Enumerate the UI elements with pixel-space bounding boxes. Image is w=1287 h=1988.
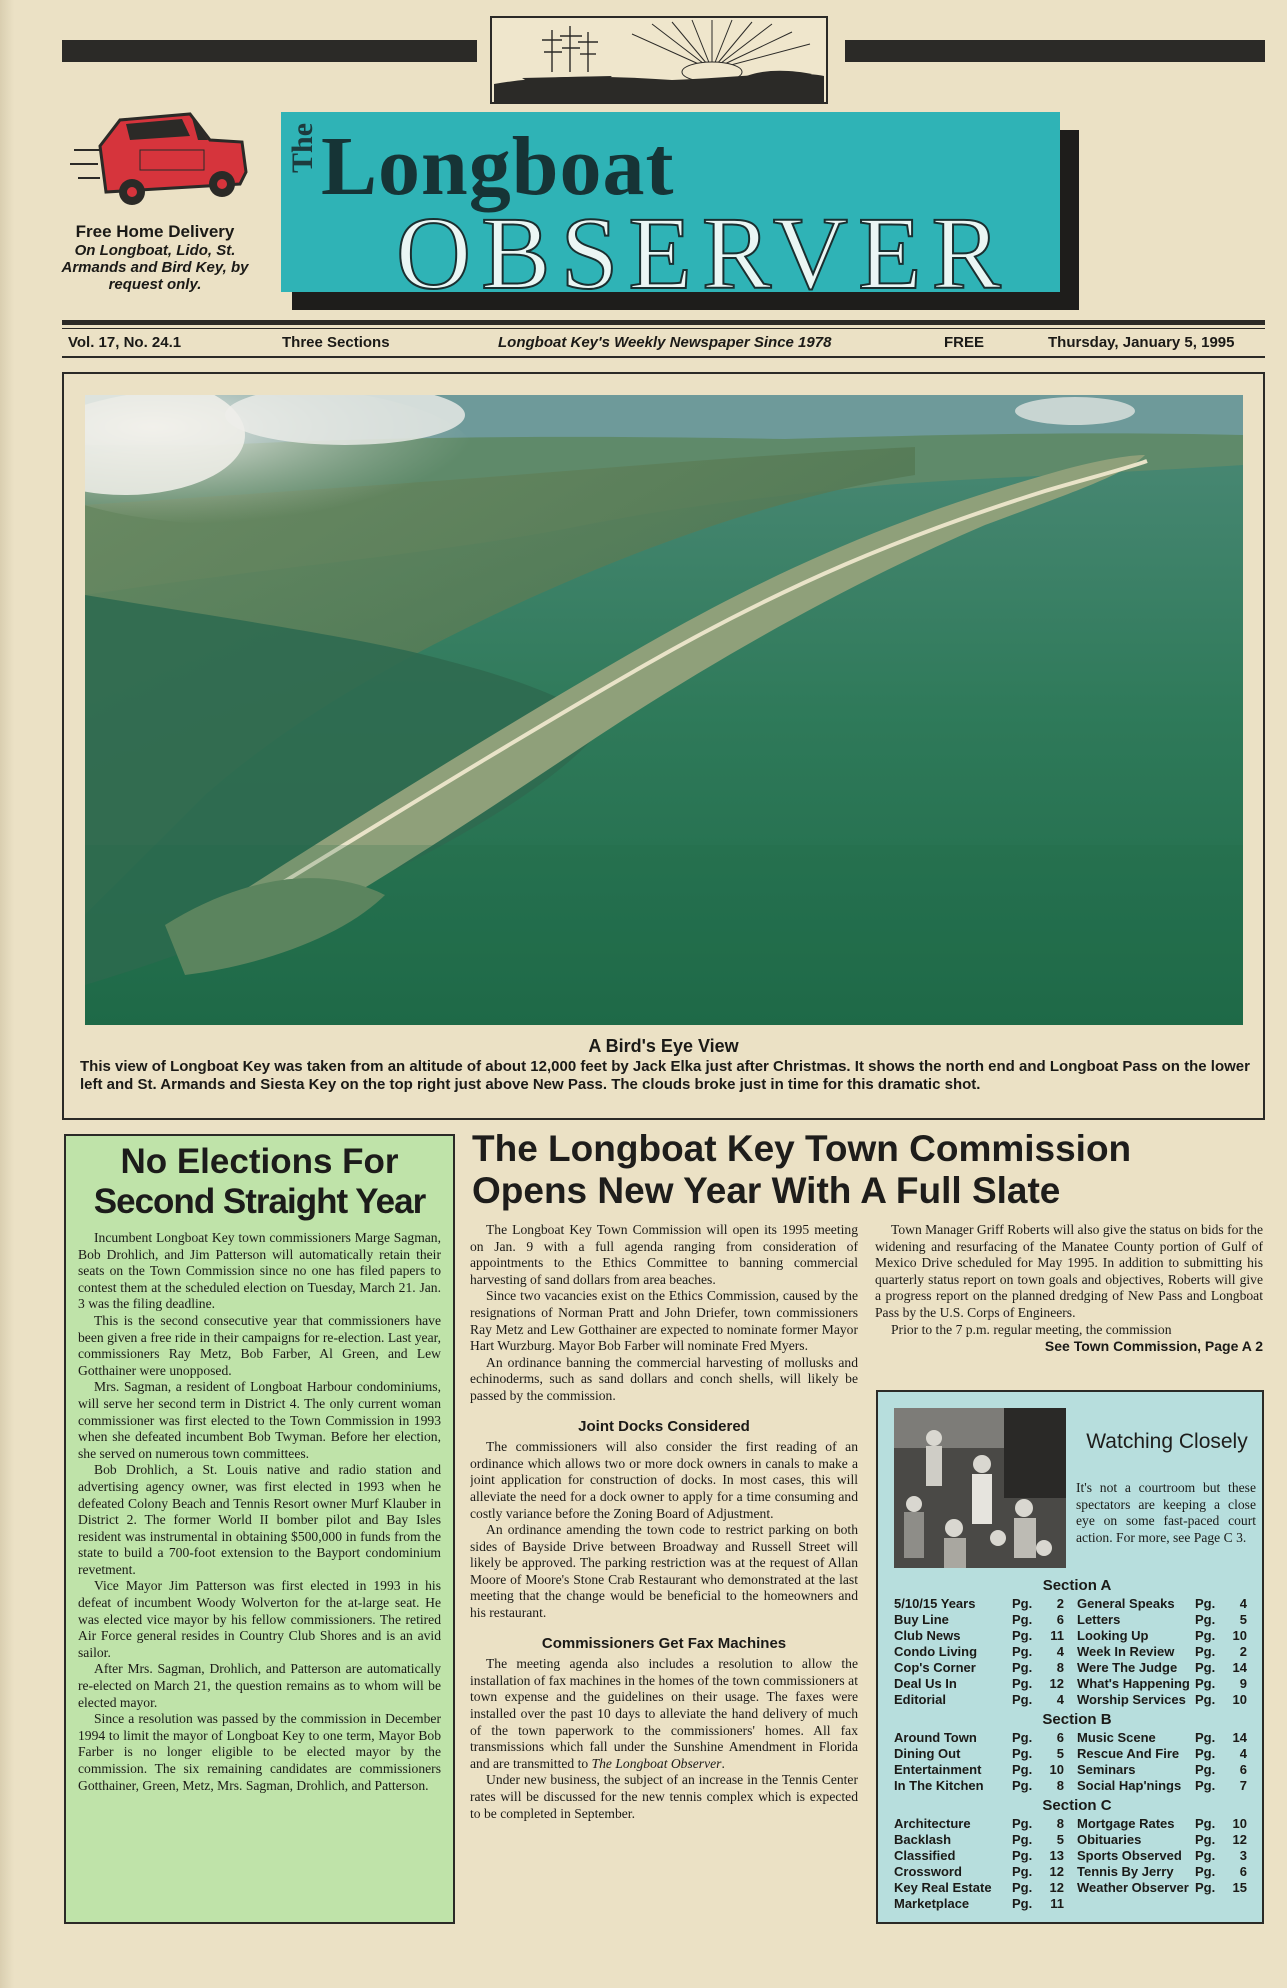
index-entry[interactable]: Backlash Pg. 5 xyxy=(894,1832,1064,1847)
sidebar-body xyxy=(66,1222,453,1794)
sidebar-headline-line2: Second Straight Year xyxy=(93,1182,426,1221)
index-entry[interactable]: Social Hap'nings Pg. 7 xyxy=(1077,1778,1247,1793)
sidebar-article-elections xyxy=(64,1134,455,1924)
index-entry[interactable]: Week In Review Pg. 2 xyxy=(1077,1644,1247,1659)
index-column-left xyxy=(894,1596,1077,1708)
fax-text-end: . xyxy=(721,1755,725,1771)
logo-longboat: Longboat xyxy=(321,120,675,213)
index-section-title: Section B xyxy=(1042,1711,1112,1728)
sidebar-paragraph: Vice Mayor Jim Patterson was first elected in 1993 in his defeat of incumbent Woody Wolverton for the at-large seat. He was elected vice mayor by his fellow commissioners. The retired Air Force general resides in Country Club Shores and is an avid sailor. xyxy=(78,1578,441,1660)
article-column-1 xyxy=(470,1222,858,1922)
article-paragraph: Prior to the 7 p.m. regular meeting, the commission xyxy=(891,1321,1172,1337)
newspaper-name-italic: The Longboat Observer xyxy=(591,1755,722,1771)
index-column-right xyxy=(1077,1596,1260,1708)
index-entry[interactable]: Letters Pg. 5 xyxy=(1077,1612,1247,1627)
article-paragraph: Under new business, the subject of an increase in the Tennis Center rates will be discussed for the new tennis complex which is expected to be completed in September. xyxy=(470,1772,858,1821)
feature-text: It's not a courtroom but these spectators are keeping a close eye on some fast-paced court action. For more, see Page C 3. xyxy=(1076,1480,1256,1545)
photo-caption: This view of Longboat Key was taken from an altitude of about 12,000 feet by Jack Elka just after Christmas. It shows the north end and Longboat Pass on the lower left and St. Armands and Siesta Key on the top right just above New Pass. The clouds broke just in time for this dramatic shot. xyxy=(80,1058,1250,1093)
ship-sunrise-illustration xyxy=(490,16,828,104)
newspaper-logo xyxy=(281,112,1060,292)
index-entry[interactable]: Around Town Pg. 6 xyxy=(894,1730,1064,1745)
delivery-heading: Free Home Delivery xyxy=(75,222,235,241)
index-entry[interactable]: Condo Living Pg. 4 xyxy=(894,1644,1064,1659)
masthead-bar-left xyxy=(62,40,477,62)
feature-title: Watching Closely xyxy=(1086,1430,1248,1453)
index-column-left xyxy=(894,1730,1077,1794)
index-entry[interactable]: Crossword Pg. 12 xyxy=(894,1864,1064,1879)
article-paragraph: An ordinance banning the commercial harvesting of mollusks and echinoderms, such as sand dollars and conch shells, will likely be passed by the commission. xyxy=(470,1354,858,1403)
article-paragraph: Town Manager Griff Roberts will also give the status on bids for the widening and resurfacing of the Manatee County portion of Gulf of Mexico Drive scheduled for May 1995. In addition to submitting his quarterly status report on town goals and objectives, Roberts will give a progress report on the planned dredging of New Pass and Longboat Pass by the U.S. Corps of Engineers. xyxy=(875,1222,1263,1320)
index-entry[interactable]: Looking Up Pg. 10 xyxy=(1077,1628,1247,1643)
index-entry[interactable]: Entertainment Pg. 10 xyxy=(894,1762,1064,1777)
subhead-fax-machines: Commissioners Get Fax Machines xyxy=(541,1634,787,1652)
dateline xyxy=(62,332,1265,354)
main-headline xyxy=(472,1128,1272,1212)
tagline: Longboat Key's Weekly Newspaper Since 1978 xyxy=(498,334,832,351)
sidebar-paragraph: Mrs. Sagman, a resident of Longboat Harbour condominiums, will serve her second term in District 4. The only current woman commissioner was first elected to the Town Commission in 1993 when she defeated incumbent Bob Twyman. Before her election, she served on numerous town committees. xyxy=(78,1379,441,1461)
section-index xyxy=(894,1574,1260,1912)
sidebar-paragraph: Bob Drohlich, a St. Louis native and radio station and advertising agency owner, was first elected in 1993 when he defeated Colony Beach and Tennis Resort owner Murf Klauber in District 2. The former World II bomber pilot and Bay Isles resident was instrumental in obtaining $500,000 in funds from the state to build a 700-foot extension to the Bayport condominium revetment. xyxy=(78,1462,441,1577)
index-entry[interactable]: Sports Observed Pg. 3 xyxy=(1077,1848,1247,1863)
index-section-title: Section C xyxy=(1042,1797,1112,1814)
article-paragraph: Since two vacancies exist on the Ethics Commission, caused by the resignations of Norman Pratt and John Driefer, town commissioners Ray Metz and Lew Gotthainer are expected to nominate former Mayor Hart Wurzburg. Mayor Bob Farber will nominate Fred Myers. xyxy=(470,1288,858,1354)
sidebar-paragraph: Incumbent Longboat Key town commissioners Marge Sagman, Bob Drohlich, and Jim Patterson will automatically retain their seats on the Town Commission since no one has filed papers to contest them at the scheduled election on Tuesday, March 21. Jan. 3 was the filing deadline. xyxy=(78,1230,441,1312)
logo-the: The xyxy=(286,122,319,173)
spectators-photo xyxy=(894,1408,1066,1568)
index-entry[interactable]: Classified Pg. 13 xyxy=(894,1848,1064,1863)
logo-observer: OBSERVER xyxy=(396,196,1011,292)
index-column-right xyxy=(1077,1730,1260,1794)
index-entry[interactable]: What's Happening Pg. 9 xyxy=(1077,1676,1247,1691)
sidebar-headline xyxy=(66,1142,453,1222)
article-paragraph: The commissioners will also consider the first reading of an ordinance which allows two or more dock owners in canals to make a joint application for construction of docks. In most cases, this will alleviate the need for a dock owner to apply for a time consuming and costly variance before the Zoning Board of Adjustment. xyxy=(470,1439,858,1521)
article-column-2 xyxy=(875,1222,1263,1355)
delivery-van-illustration xyxy=(70,106,260,216)
aerial-photo-longboat-key xyxy=(85,395,1243,1025)
fax-text: The meeting agenda also includes a resolution to allow the installation of fax machines in the homes of the town commissioners at town expense and the guidelines on their usage. The faxes were installed over the past 10 days to alleviate the hand delivery of much of the town paperwork to the commissioners' homes. All fax transmissions which fall under the Sunshine Amendment in Florida and are transmitted to xyxy=(470,1656,858,1771)
section-count: Three Sections xyxy=(282,334,390,351)
main-headline-line1: The Longboat Key Town Commission xyxy=(472,1128,1132,1169)
index-section-title: Section A xyxy=(1042,1577,1112,1594)
delivery-notice xyxy=(50,222,260,293)
index-entry[interactable]: Mortgage Rates Pg. 10 xyxy=(1077,1816,1247,1831)
article-paragraph: An ordinance amending the town code to restrict parking on both sides of Bayside Drive between Broadway and Russell Street will likely be approved. The parking restriction was at the request of Allan Moore of Moore's Stone Crab Restaurant who demonstrated at the last meeting that the change would be beneficial to the homeowners and his restaurant. xyxy=(470,1522,858,1621)
index-entry[interactable]: Cop's Corner Pg. 8 xyxy=(894,1660,1064,1675)
dateline-rule-thin xyxy=(62,328,1265,329)
main-headline-line2: Opens New Year With A Full Slate xyxy=(472,1170,1061,1211)
article-paragraph-fax xyxy=(470,1656,858,1772)
price: FREE xyxy=(944,334,985,351)
index-entry[interactable]: Club News Pg. 11 xyxy=(894,1628,1064,1643)
dateline-rule-bottom xyxy=(62,356,1265,358)
sidebar-paragraph: This is the second consecutive year that commissioners have been given a free ride in their campaigns for re-election. Last year, commissioners Ray Metz, Bob Farber, Al Green, and Lew Gotthainer were unopposed. xyxy=(78,1312,441,1378)
delivery-text: On Longboat, Lido, St. Armands and Bird Key, by request only. xyxy=(61,242,249,293)
sidebar-paragraph: After Mrs. Sagman, Drohlich, and Patterson are automatically re-elected on March 21, the question remains as to whom will be elected mayor. xyxy=(78,1661,441,1710)
index-entry[interactable]: Dining Out Pg. 5 xyxy=(894,1746,1064,1761)
index-column-left xyxy=(894,1816,1077,1912)
index-entry[interactable]: Buy Line Pg. 6 xyxy=(894,1612,1064,1627)
index-entry[interactable]: Editorial Pg. 4 xyxy=(894,1692,1064,1707)
index-entry[interactable]: Tennis By Jerry Pg. 6 xyxy=(1077,1864,1247,1879)
index-entry[interactable]: Architecture Pg. 8 xyxy=(894,1816,1064,1831)
masthead-bar-right xyxy=(845,40,1265,62)
sidebar-paragraph: Since a resolution was passed by the commission in December 1994 to limit the mayor of Longboat Key to one term, Mayor Bob Farber is no longer eligible to be elected mayor by the commission. The six remaining candidates are commissioners Gotthainer, Green, Metz, Mrs. Sagman, Drohlich, and Patterson. xyxy=(78,1711,441,1793)
index-entry[interactable]: 5/10/15 Years Pg. 2 xyxy=(894,1596,1064,1611)
volume-number: Vol. 17, No. 24.1 xyxy=(68,334,182,351)
index-box xyxy=(876,1390,1264,1924)
index-entry[interactable]: Were The Judge Pg. 14 xyxy=(1077,1660,1247,1675)
issue-date: Thursday, January 5, 1995 xyxy=(1048,334,1235,351)
index-entry[interactable]: Seminars Pg. 6 xyxy=(1077,1762,1247,1777)
subhead-joint-docks: Joint Docks Considered xyxy=(578,1417,750,1435)
jump-link[interactable]: See Town Commission, Page A 2 xyxy=(1044,1338,1263,1355)
index-entry[interactable]: In The Kitchen Pg. 8 xyxy=(894,1778,1064,1793)
index-entry[interactable]: Key Real Estate Pg. 12 xyxy=(894,1880,1064,1895)
sidebar-headline-line1: No Elections For xyxy=(120,1142,399,1181)
index-entry[interactable]: Weather Observer Pg. 15 xyxy=(1077,1880,1247,1895)
page-edge-shadow xyxy=(0,0,14,1988)
index-entry[interactable]: Obituaries Pg. 12 xyxy=(1077,1832,1247,1847)
index-column-right xyxy=(1077,1816,1260,1912)
index-entry[interactable]: Music Scene Pg. 14 xyxy=(1077,1730,1247,1745)
photo-caption-title: A Bird's Eye View xyxy=(588,1036,739,1056)
article-paragraph: The Longboat Key Town Commission will open its 1995 meeting on Jan. 9 with a full agenda ranging from consideration of appointments to the Ethics Committee to banning commercial harvesting of sand dollars from area beaches. xyxy=(470,1222,858,1287)
index-entry[interactable]: Worship Services Pg. 10 xyxy=(1077,1692,1247,1707)
index-entry[interactable]: General Speaks Pg. 4 xyxy=(1077,1596,1247,1611)
dateline-rule-top xyxy=(62,320,1265,325)
index-entry[interactable]: Marketplace Pg. 11 xyxy=(894,1896,1064,1911)
index-entry[interactable]: Deal Us In Pg. 12 xyxy=(894,1676,1064,1691)
index-entry[interactable]: Rescue And Fire Pg. 4 xyxy=(1077,1746,1247,1761)
